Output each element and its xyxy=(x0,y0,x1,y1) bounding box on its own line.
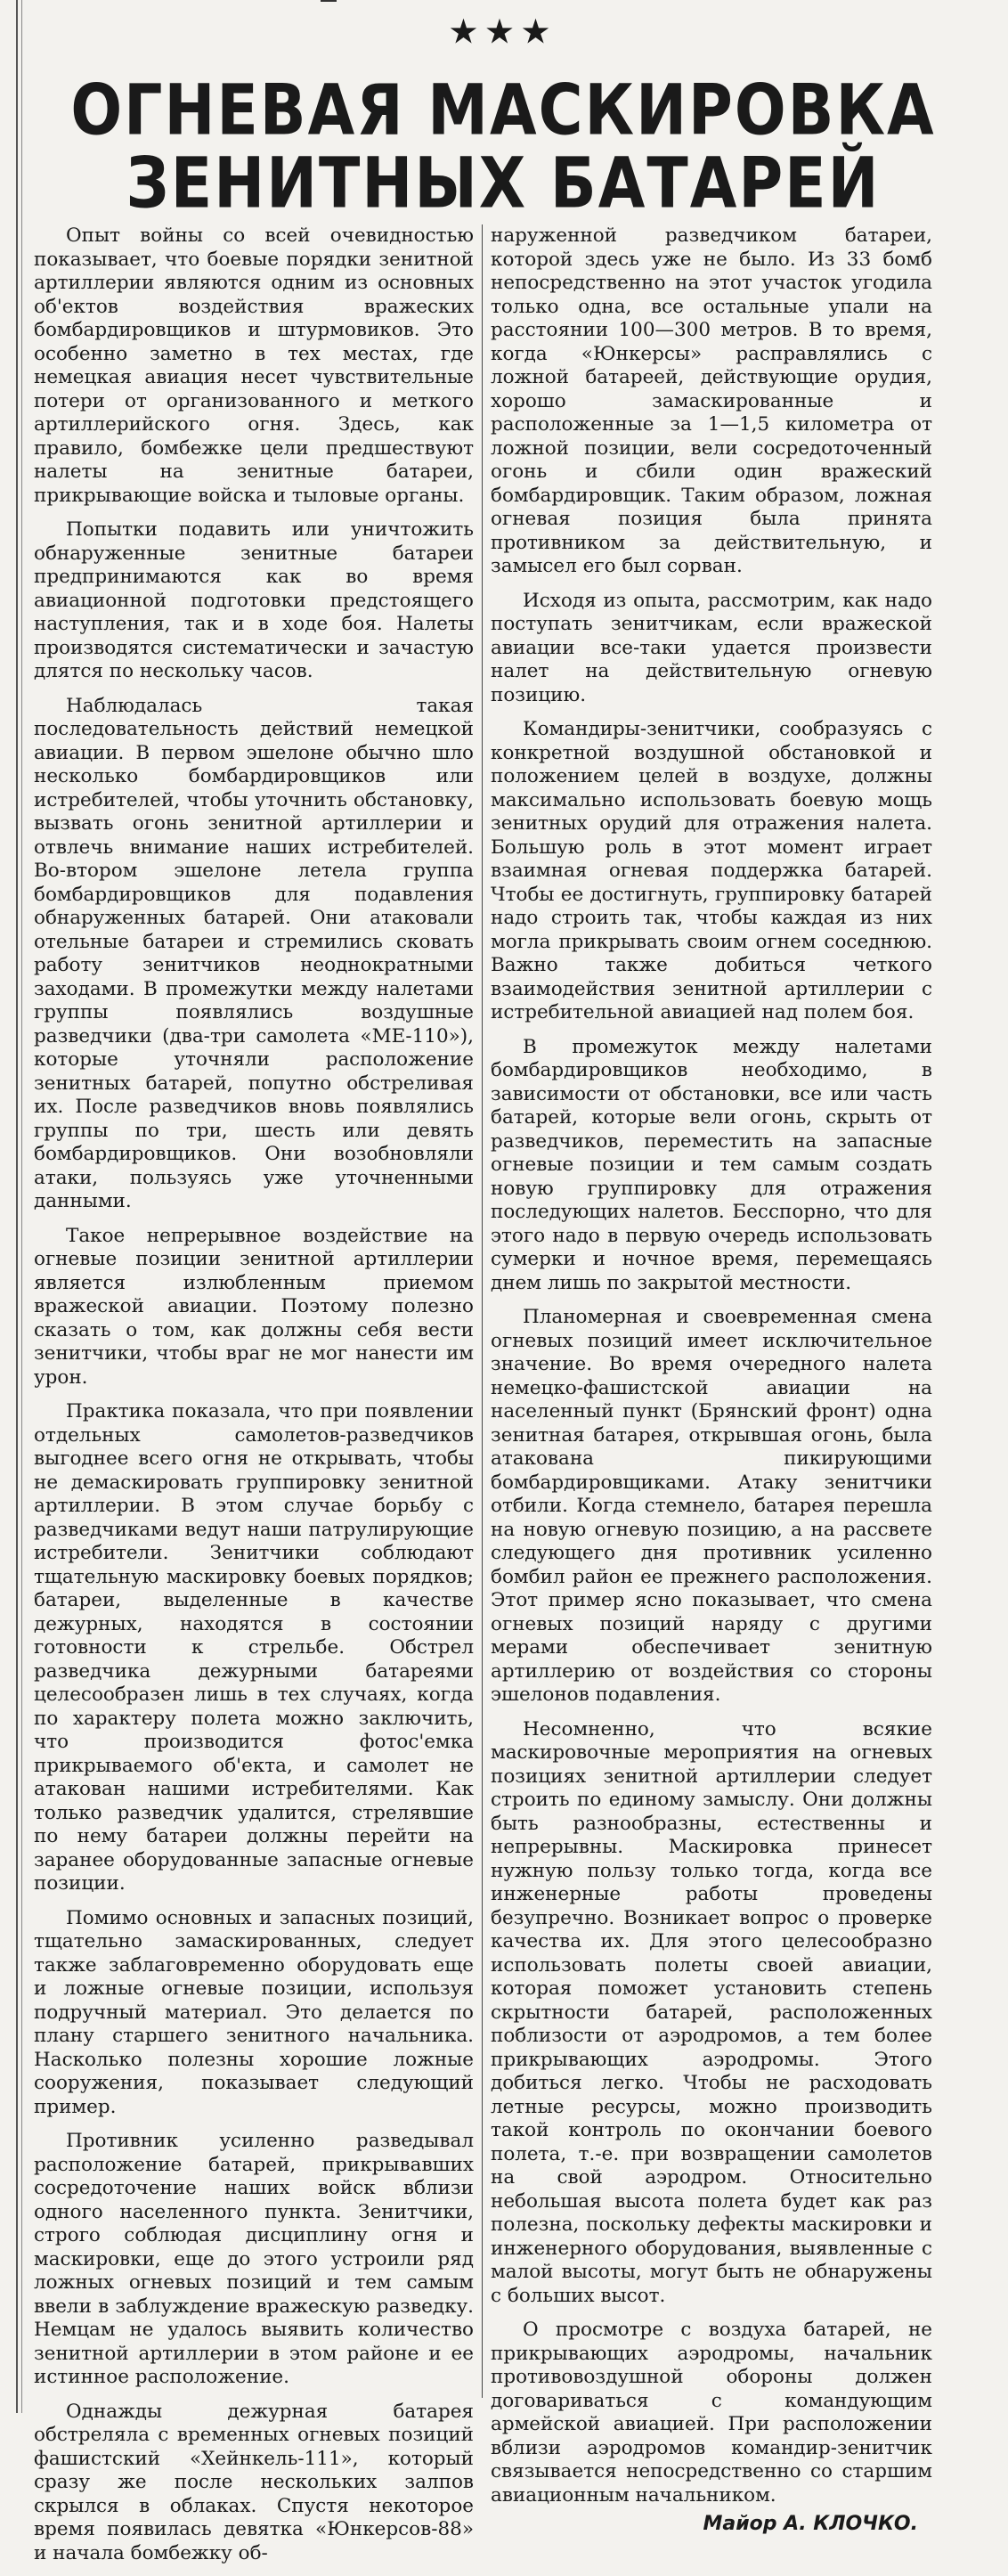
paragraph: Несомненно, что всякие маскировочные мероприятия на огневых позициях зенитной артиллерии следует строить по единому замыслу. Они должны быть разнообразны, естественны и непрерывны. Маскировка принесет нужную пользу только тогда, когда все инженерные работы проведены безупречно. Возникает вопрос о проверке качества их. Для этого целесообразно использовать полеты своей авиации, которая поможет установить степень скрытности батарей, расположенных поблизости от аэродромов, а тем более прикрывающих аэродромы. Этого добиться легко. Чтобы не расходовать летные ресурсы, можно производить такой контроль по окончании боевого полета, т.-е. при возвращении самолетов на свой аэродром. Относительно небольшая высота полета будет как раз полезна, поскольку дефекты маскировки и инженерного оборудования, выявленные с малой высоты, могут быть не обнаружены с больших высот. xyxy=(491,1717,932,2307)
paragraph: Планомерная и своевременная смена огневых позиций имеет исключительное значение. Во время очередного налета немецко-фашистской авиации на населенный пункт (Брянский фронт) одна зенитная батарея, открывшая огонь, была атакована пикирующими бомбардировщиками. Атаку зенитчики отбили. Когда стемнело, батарея перешла на новую огневую позицию, а на рассвете следующего дня противник усиленно бомбил район ее прежнего расположения. Этот пример ясно показывает, что смена огневых позиций наряду с другими мерами обеспечивает зенитную артиллерию от воздействия со стороны эшелонов подавления. xyxy=(491,1306,932,1706)
paragraph: Однажды дежурная батарея обстреляла с временных огневых позиций фашистский «Хейнкель-111», который сразу же после нескольких залпов скрылся в облаках. Спустя некоторое время появилась девятка «Юнкерсов-88» и начала бомбежку об- xyxy=(34,2400,474,2564)
paragraph: Помимо основных и запасных позиций, тщательно замаскированных, следует также заблаговременно оборудовать еще и ложные огневые позиции, используя подручный материал. Это делается по плану старшего зенитного начальника. Насколько полезны хорошие ложные сооружения, показывает следующий пример. xyxy=(34,1906,474,2118)
paragraph: Исходя из опыта, рассмотрим, как надо поступать зенитчикам, если вражеской авиации все-таки удается произвести налет на действительную огневую позицию. xyxy=(491,589,932,706)
paragraph: Практика показала, что при появлении отдельных самолетов-разведчиков выгоднее всего огня не открывать, чтобы не демаскировать группировку зенитной артиллерии. В этом случае борьбу с разведчиками ведут наши патрулирующие истребители. Зенитчики соблюдают тщательную маскировку боевых порядков; батареи, выделенные в качестве дежурных, находятся в состоянии готовности к стрельбе. Обстрел разведчика дежурными батареями целесообразен лишь в тех случаях, когда по характеру полета можно заключить, что производится фотос'емка прикрываемого об'екта, и самолет не атакован нашими истребителями. Как только разведчик удалится, стрелявшие по нему батареи должны перейти на заранее оборудованные запасные огневые позиции. xyxy=(34,1400,474,1895)
column-divider xyxy=(482,224,483,2398)
page-edge-rule-inner xyxy=(21,0,22,2413)
paragraph: Попытки подавить или уничтожить обнаруженные зенитные батареи предпринимаются как во время авиационной подготовки предстоящего наступления, так и в ходе боя. Налеты производятся систематически и зачастую длятся по нескольку часов. xyxy=(34,518,474,682)
article-title-line-1: ОГНЕВАЯ МАСКИРОВКА xyxy=(70,70,936,151)
section-stars: ★★★ xyxy=(450,14,558,50)
cropped-headline-fragment xyxy=(321,0,337,2)
paragraph: Противник усиленно разведывал расположение батарей, прикрывавших сосредоточение наших войск вблизи одного населенного пункта. Зенитчики, строго соблюдая дисциплину огня и маскировки, еще до этого устроили ряд ложных огневых позиций и тем самым ввели в заблуждение вражескую разведку. Немцам не удалось выявить количество зенитной артиллерии в этом районе и ее истинное расположение. xyxy=(34,2130,474,2388)
paragraph: Опыт войны со всей очевидностью показывает, что боевые порядки зенитной артиллерии являются одним из основных об'ектов воздействия вражеских бомбардировщиков и штурмовиков. Это особенно заметно в тех местах, где немецкая авиация несет чувствительные потери от организованного и меткого артиллерийского огня. Здесь, как правило, бомбежке цели предшествуют налеты на зенитные батареи, прикрывающие войска и тыловые органы. xyxy=(34,224,474,507)
paragraph: О просмотре с воздуха батарей, не прикрывающих аэродромы, начальник противовоздушной обороны должен договариваться с командующим армейской авиацией. При расположении вблизи аэродромов командир-зенитчик связывается непосредственно со старшим авиационным начальником. xyxy=(491,2319,932,2507)
paragraph: Такое непрерывное воздействие на огневые позиции зенитной артиллерии является излюбленным приемом вражеской авиации. Поэтому полезно сказать о том, как должны себя вести зенитчики, чтобы враг не мог нанести им урон. xyxy=(34,1224,474,1389)
paragraph: Наблюдалась такая последовательность действий немецкой авиации. В первом эшелоне обычно шло несколько бомбардировщиков или истребителей, чтобы уточнить обстановку, вызвать огонь зенитной артиллерии и отвлечь внимание наших истребителей. Во-втором эшелоне летела группа бомбардировщиков для подавления обнаруженных батарей. Они атаковали отельные батареи и стремились сковать работу зенитчиков неоднократными заходами. В промежутки между налетами группы появлялись воздушные разведчики (два-три самолета «МЕ-110»), которые уточняли расположение зенитных батарей, попутно обстреливая их. После разведчиков вновь появлялись группы по три, шесть или девять бомбардировщиков. Они возобновляли атаки, пользуясь уже уточненными данными. xyxy=(34,694,474,1212)
paragraph: В промежуток между налетами бомбардировщиков необходимо, в зависимости от обстановки, все или часть батарей, которые вели огонь, скрыть от разведчиков, переместить на запасные огневые позиции и тем самым создать новую группировку для отражения последующих налетов. Бесспорно, что для этого надо в первую очередь использовать сумерки и ночное время, перемещаясь днем лишь по закрытой местности. xyxy=(491,1035,932,1294)
author-byline: Майор А. КЛОЧКО. xyxy=(703,2513,918,2535)
article-column-left xyxy=(34,224,474,2576)
article-column-right xyxy=(491,224,932,2537)
paragraph-continued: наруженной разведчиком батареи, которой здесь уже не было. Из 33 бомб непосредственно на этот участок угодила только одна, все остальные упали на расстоянии 100—300 метров. В то время, когда «Юнкерсы» расправлялись с ложной батареей, действующие орудия, хорошо замаскированные и расположенные за 1—1,5 километра от ложной позиции, вели сосредоточенный огонь и сбили один вражеский бомбардировщик. Таким образом, ложная огневая позиция была принята противником за действительную, и замысел его был сорван. xyxy=(491,224,932,577)
page-edge-rule xyxy=(16,0,18,2413)
article-title-line-2: ЗЕНИТНЫХ БАТАРЕЙ xyxy=(126,143,881,224)
paragraph: Командиры-зенитчики, сообразуясь с конкретной воздушной обстановкой и положением целей в воздухе, должны максимально использовать боевую мощь зенитных орудий для отражения налета. Большую роль в этот момент играет взаимная огневая поддержка батарей. Чтобы ее достигнуть, группировку батарей надо строить так, чтобы каждая из них могла прикрывать своим огнем соседнюю. Важно также добиться четкого взаимодействия зенитной артиллерии с истребительной авиацией над полем боя. xyxy=(491,718,932,1023)
